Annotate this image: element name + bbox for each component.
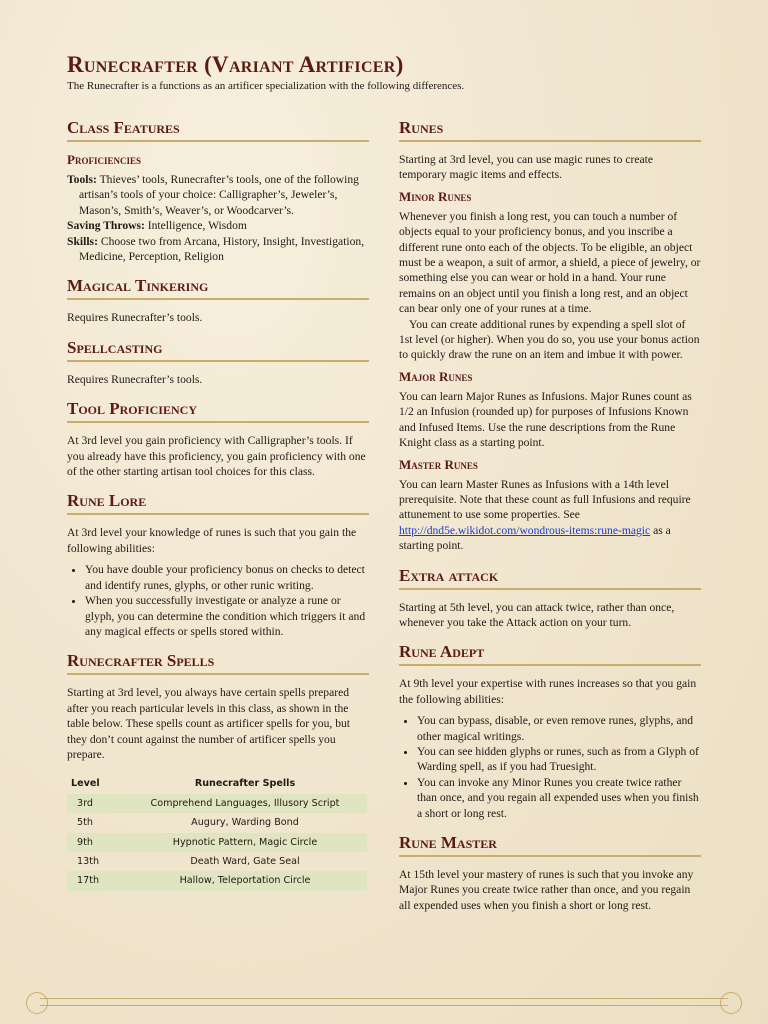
list-item: • You can bypass, disable, or even remove runes, glyphs, and other magical writings. — [417, 713, 701, 744]
rune-adept-list — [399, 713, 701, 821]
minor-runes-heading: Minor Runes — [399, 188, 472, 204]
list-item: • When you successfully investigate or analyze a rune or glyph, you can determine the condition which triggers it and any magical effects or spells stored within. — [85, 593, 369, 639]
list-item: • You have double your proficiency bonus on checks to detect and identify runes, glyphs, or other runic writing. — [85, 562, 369, 593]
spells-table — [67, 774, 367, 890]
proficiencies-heading: Proficiencies — [67, 152, 141, 167]
magical-tinkering-text: Requires Runecrafter’s tools. — [67, 311, 203, 325]
table-cell-spells: Hypnotic Pattern, Magic Circle — [123, 833, 367, 852]
tool-proficiency-text: At 3rd level you gain proficiency with Calligrapher’s tools. If you already have this proficiency, you gain proficiency with one of the other starting artisan tool choices for this class. — [67, 434, 366, 479]
footer-right-ornament — [720, 992, 742, 1014]
class-features-heading: Class Features — [67, 118, 369, 142]
tools-line — [67, 172, 369, 218]
saves-line — [67, 218, 369, 233]
table-row — [67, 871, 367, 890]
runecrafter-spells-text: Starting at 3rd level, you always have certain spells prepared after you reach particular levels in this class, as shown in the table below. These spells count as artificer spells for you, but they don’t count against the number of artificer spells you prepare. — [67, 686, 351, 761]
minor-runes-text-2: You can create additional runes by expending a spell slot of 1st level (or higher). When you do so, you use your bonus action to quickly draw the rune on an item and imbue it with power. — [399, 317, 700, 362]
master-runes-text — [399, 477, 701, 554]
spellcasting-text: Requires Runecrafter’s tools. — [67, 372, 203, 386]
tools-label: Tools: — [67, 173, 97, 186]
saves-text: Intelligence, Wisdom — [147, 219, 247, 233]
list-item: • You can invoke any Minor Runes you create twice rather than once, and you regain all expended uses when you finish a short or long rest. — [417, 775, 701, 821]
table-row — [67, 794, 367, 813]
right-column — [399, 118, 701, 913]
table-cell-spells: Comprehend Languages, Illusory Script — [123, 794, 367, 813]
rune-lore-list — [67, 562, 369, 639]
skills-line — [67, 234, 369, 265]
table-cell-level: 3rd — [67, 794, 123, 813]
footer-divider — [40, 998, 728, 1006]
table-cell-level: 9th — [67, 833, 123, 852]
major-runes-text: You can learn Major Runes as Infusions. Major Runes count as 1/2 an Infusion (rounded up) for purposes of Infusions Known and Infused Items. Use the rune descriptions from the Rune Knight class as a starting point. — [399, 389, 692, 450]
spells-column-header: Runecrafter Spells — [194, 778, 296, 790]
table-cell-spells: Augury, Warding Bond — [191, 817, 299, 829]
table-row — [67, 833, 367, 852]
table-row — [67, 852, 367, 871]
rune-adept-text: At 9th level your expertise with runes increases so that you gain the following abilities: — [399, 677, 697, 706]
rune-master-text: At 15th level your mastery of runes is such that you invoke any Major Runes you create twice rather than once, and you regain all expended uses when you finish a short or long rest. — [399, 868, 694, 912]
master-runes-text-after: as a starting point. — [399, 523, 671, 553]
runecrafter-spells-heading: Runecrafter Spells — [67, 651, 369, 675]
footer-left-ornament — [26, 992, 48, 1014]
level-column-header: Level — [71, 778, 100, 790]
table-cell-spells: Hallow, Teleportation Circle — [123, 871, 367, 890]
rune-adept-heading: Rune Adept — [399, 642, 701, 666]
minor-runes-text: Whenever you finish a long rest, you can touch a number of objects equal to your proficiency bonus, and you inscribe a different rune onto each of the objects. To be eligible, an object must be a weapon, a suit of armor, a shield, a piece of jewelry, or something else you can wear or hold in a hand. Your rune remains on an object until you finish a long rest, and an object can bear only one of your runes at a time. — [399, 209, 701, 316]
master-runes-heading: Master Runes — [399, 456, 478, 472]
skills-text: Choose two from Arcana, History, Insight, Investigation, Medicine, Perception, Religion — [79, 234, 365, 264]
table-cell-level: 17th — [67, 871, 123, 890]
major-runes-heading: Major Runes — [399, 368, 473, 384]
master-runes-text-before: You can learn Master Runes as Infusions with a 14th level prerequisite. Note that these count as full Infusions and require attunement to use some properties. See — [399, 477, 691, 522]
tool-proficiency-heading: Tool Proficiency — [67, 399, 369, 423]
table-header-row — [67, 774, 367, 793]
tools-text: Thieves’ tools, Runecrafter’s tools, one of the following artisan’s tools of your choice: Calligrapher’s, Jeweler’s, Mason’s, Smith’s, Weaver’s, or Woodcarver’s. — [79, 173, 359, 217]
spellcasting-heading: Spellcasting — [67, 338, 369, 362]
runes-heading: Runes — [399, 118, 701, 142]
rune-master-heading: Rune Master — [399, 833, 701, 857]
page-title: Runecrafter (Variant Artificer) — [67, 52, 404, 77]
rune-lore-heading: Rune Lore — [67, 491, 369, 515]
saves-label: Saving Throws: — [67, 219, 145, 233]
table-row — [67, 813, 367, 832]
intro-text: The Runecrafter is a functions as an artificer specialization with the following differences. — [67, 80, 465, 92]
table-cell-level: 5th — [77, 817, 93, 829]
rune-magic-link[interactable]: http://dnd5e.wikidot.com/wondrous-items:rune-magic — [399, 523, 651, 537]
skills-label: Skills: — [67, 234, 98, 248]
extra-attack-text: Starting at 5th level, you can attack twice, rather than once, whenever you take the Attack action on your turn. — [399, 600, 675, 629]
magical-tinkering-heading: Magical Tinkering — [67, 276, 369, 300]
table-cell-spells: Death Ward, Gate Seal — [190, 855, 300, 867]
rune-lore-text: At 3rd level your knowledge of runes is such that you gain the following abilities: — [67, 526, 357, 555]
table-cell-level: 13th — [77, 855, 100, 867]
left-column — [67, 118, 369, 891]
runes-text: Starting at 3rd level, you can use magic runes to create temporary magic items and effects. — [399, 153, 654, 182]
extra-attack-heading: Extra attack — [399, 566, 701, 590]
list-item: • You can see hidden glyphs or runes, such as from a Glyph of Warding spell, as if you had Truesight. — [417, 744, 701, 775]
